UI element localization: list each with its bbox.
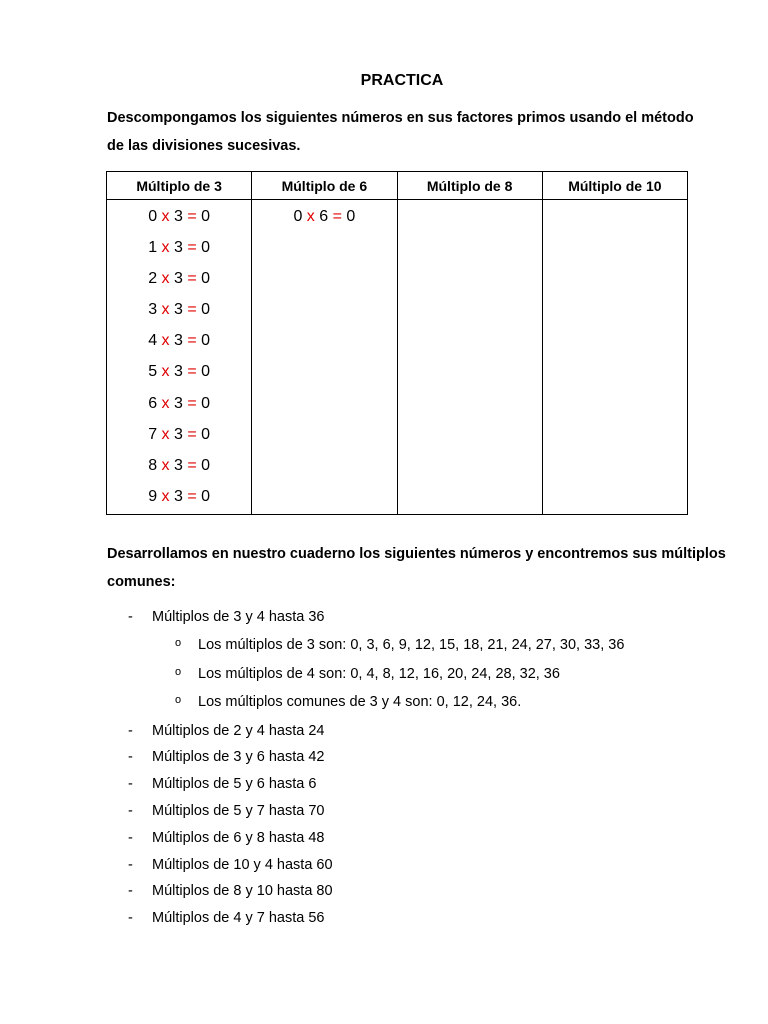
equation-a: 5 [148, 363, 158, 381]
equation-b: 3 [174, 394, 183, 412]
column-multiple-6 [252, 200, 397, 515]
equation-b: 3 [174, 425, 183, 443]
equation-x: x [161, 425, 170, 443]
list-item-text: Múltiplos de 2 y 4 hasta 24 [152, 722, 325, 739]
equation-row [107, 201, 251, 232]
list-item-text: Múltiplos de 5 y 6 hasta 6 [152, 776, 317, 793]
equation-r: 0 [201, 301, 211, 319]
equation-r: 0 [346, 208, 356, 225]
equation-eq: = [187, 239, 197, 257]
equation-row [107, 263, 251, 294]
equation-x: x [161, 208, 170, 225]
header-multiple-6: Múltiplo de 6 [252, 172, 397, 200]
header-multiple-8: Múltiplo de 8 [397, 172, 542, 200]
multiples-table [106, 171, 688, 515]
equation-x: x [161, 270, 170, 288]
equation-eq: = [187, 332, 197, 350]
equation-eq: = [187, 487, 197, 505]
equation-r: 0 [201, 270, 211, 288]
equation-r: 0 [201, 332, 211, 350]
header-multiple-3: Múltiplo de 3 [107, 172, 252, 200]
equation-b: 3 [174, 301, 183, 319]
equation-eq: = [187, 270, 197, 288]
equation-b: 6 [319, 208, 329, 225]
equation-a: 4 [148, 332, 158, 350]
equation-r: 0 [201, 208, 211, 225]
sub-list-text: Los múltiplos de 4 son: 0, 4, 8, 12, 16, 20, 24, 28, 32, 36 [198, 665, 560, 682]
equation-row [107, 450, 251, 481]
equation-row [107, 325, 251, 356]
equation-a: 0 [148, 208, 158, 225]
equation-b: 3 [174, 270, 183, 288]
equation-x: x [306, 208, 315, 225]
equation-eq: = [187, 363, 197, 381]
equation-r: 0 [201, 456, 211, 474]
list-dash: - [128, 883, 133, 900]
equation-a: 2 [148, 270, 158, 288]
sub-list-text: Los múltiplos de 3 son: 0, 3, 6, 9, 12, 15, 18, 21, 24, 27, 30, 33, 36 [198, 637, 625, 653]
equation-row [107, 481, 251, 512]
equation-x: x [161, 394, 170, 412]
equation-b: 3 [174, 487, 183, 505]
list-dash: - [128, 802, 133, 819]
list-item-text: Múltiplos de 8 y 10 hasta 80 [152, 883, 333, 900]
equation-row [107, 388, 251, 419]
equation-b: 3 [174, 239, 183, 257]
equation-x: x [161, 239, 170, 257]
page-title: PRACTICA [360, 72, 444, 89]
equation-b: 3 [174, 456, 183, 474]
equation-a: 9 [148, 487, 158, 505]
equation-a: 6 [148, 394, 158, 412]
equation-a: 7 [148, 425, 158, 443]
list-dash: - [128, 722, 133, 739]
equation-eq: = [187, 208, 197, 225]
equation-eq: = [187, 301, 197, 319]
equation-row [107, 232, 251, 263]
equation-row [252, 201, 396, 232]
equation-row [107, 356, 251, 387]
list-item-text: Múltiplos de 3 y 6 hasta 42 [152, 749, 325, 766]
equation-r: 0 [201, 239, 211, 257]
equation-a: 1 [148, 239, 158, 257]
list-item-text: Múltiplos de 5 y 7 hasta 70 [152, 802, 325, 819]
equation-r: 0 [201, 425, 211, 443]
equation-x: x [161, 332, 170, 350]
instruction-common-multiples: Desarrollamos en nuestro cuaderno los siguientes números y encontremos sus múltiplos comunes: [107, 546, 726, 590]
equation-eq: = [187, 425, 197, 443]
column-multiple-3 [107, 200, 252, 515]
list-dash: - [128, 776, 133, 793]
equation-b: 3 [174, 363, 183, 381]
list-dash: - [128, 829, 133, 846]
circle-bullet-icon: o [175, 694, 182, 706]
equation-a: 0 [293, 208, 303, 225]
list-dash: - [128, 856, 133, 873]
equation-r: 0 [201, 394, 211, 412]
equation-x: x [161, 363, 170, 381]
list-item-text: Múltiplos de 3 y 4 hasta 36 [152, 609, 325, 625]
list-dash: - [128, 749, 133, 766]
equation-r: 0 [201, 363, 211, 381]
equation-x: x [161, 456, 170, 474]
list-dash: - [128, 609, 133, 625]
circle-bullet-icon: o [175, 665, 182, 678]
equation-b: 3 [174, 332, 183, 350]
equation-x: x [161, 487, 170, 505]
list-item-text: Múltiplos de 10 y 4 hasta 60 [152, 856, 333, 873]
equation-a: 8 [148, 456, 158, 474]
equation-eq: = [187, 394, 197, 412]
list-item-text: Múltiplos de 6 y 8 hasta 48 [152, 829, 325, 846]
equation-eq: = [332, 208, 342, 225]
column-multiple-8 [397, 200, 542, 515]
circle-bullet-icon: o [175, 637, 182, 649]
list-dash: - [128, 910, 133, 927]
equation-row [107, 294, 251, 325]
equation-r: 0 [201, 487, 211, 505]
equation-row [107, 419, 251, 450]
instruction-prime-factors: Descompongamos los siguientes números en sus factores primos usando el método de las divisiones sucesivas. [107, 110, 694, 154]
sub-list-text: Los múltiplos comunes de 3 y 4 son: 0, 12, 24, 36. [198, 694, 522, 710]
list-item-text: Múltiplos de 4 y 7 hasta 56 [152, 910, 325, 927]
equation-eq: = [187, 456, 197, 474]
header-multiple-10: Múltiplo de 10 [542, 172, 687, 200]
equation-b: 3 [174, 208, 183, 225]
column-multiple-10 [542, 200, 687, 515]
equation-x: x [161, 301, 170, 319]
equation-a: 3 [148, 301, 158, 319]
